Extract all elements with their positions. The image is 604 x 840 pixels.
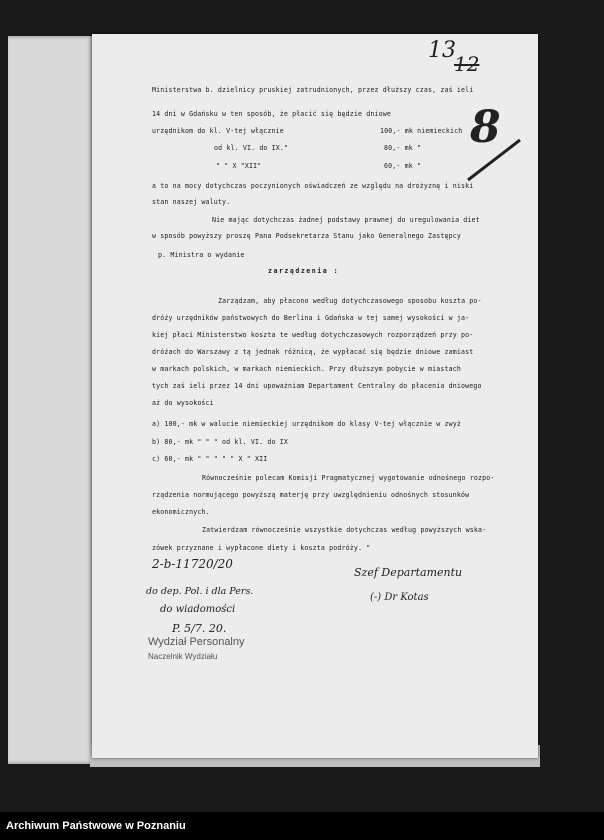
text-line: " " X "XII": [216, 162, 262, 170]
folio-number: 13: [428, 38, 456, 63]
text-line: dróżach do Warszawy z tą jednak różnicą, że wypłacać się będzie dniowe zamiast: [152, 348, 474, 356]
text-line: 14 dni w Gdańsku w ten sposób, że płacić się będzie dniowe: [152, 110, 391, 118]
text-line: stan naszej waluty.: [152, 198, 231, 206]
signature: (-) Dr Kotas: [370, 592, 429, 603]
text-line: Ministerstwa b. dzielnicy pruskiej zatrudnionych, przez dłuższy czas, zaś ieli: [152, 86, 474, 94]
text-line: w sposób powyższy proszę Pana Podsekretarza Stanu jako Generalnego Zastępcy: [152, 232, 461, 240]
text-line: Równocześnie polecam Komisji Pragmatycznej wygotowanie odnośnego rozpo-: [202, 474, 495, 482]
text-line: ekonomicznych.: [152, 508, 210, 516]
text-line: Zatwierdzam równocześnie wszystkie dotychczas według powyższych wska-: [202, 526, 487, 534]
reference-number: 2-b-11720/20: [152, 557, 233, 571]
margin-mark: 8: [470, 102, 501, 153]
text-line: 80,- mk ": [384, 144, 422, 152]
archive-name: Archiwum Państwowe w Poznaniu: [6, 820, 186, 832]
section-heading: zarządzenia :: [268, 267, 340, 275]
text-line: aż do wysokości: [152, 399, 214, 407]
stamp-line: Naczelnik Wydziału: [148, 652, 218, 661]
handwritten-note: do wiadomości: [160, 604, 236, 615]
document-page: [92, 34, 538, 758]
text-line: tych zaś ieli przez 14 dni upoważniam Departament Centralny do płacenia dniowego: [152, 382, 482, 390]
list-item: b) 80,- mk " " " od kl. VI. do IX: [152, 438, 288, 446]
signature-title: Szef Departamentu: [354, 566, 463, 579]
stamp-line: Wydział Personalny: [148, 636, 245, 648]
margin-stroke-icon: [464, 134, 524, 184]
text-line: w markach polskich, w markach niemieckich. Przy dłuższym pobycie w miastach: [152, 365, 461, 373]
underlying-page: [8, 36, 94, 764]
archive-footer: [0, 812, 604, 840]
text-line: rządzenia normującego powyższą materję przy uwzględnieniu odnośnych stosunków: [152, 491, 470, 499]
list-item: a) 100,- mk w walucie niemieckiej urzędnikom do klasy V-tej włącznie w zwyż: [152, 420, 461, 428]
handwritten-date: P. 5/7. 20.: [172, 622, 227, 635]
folio-number-struck: 12: [454, 52, 480, 76]
list-item: c) 60,- mk " " " " " X " XII: [152, 455, 268, 463]
text-line: urzędnikom do kl. V-tej włącznie: [152, 127, 284, 135]
handwritten-note: do dep. Pol. i dla Pers.: [146, 586, 254, 597]
text-line: Nie mając dotychczas żadnej podstawy prawnej do uregulowania diet: [212, 216, 480, 224]
text-line: od kl. VI. do IX.": [214, 144, 289, 152]
text-line: Zarządzam, aby płacono według dotychczasowego sposobu koszta po-: [218, 297, 482, 305]
text-line: a to na mocy dotychczas poczynionych oświadczeń ze względu na drożyznę i niski: [152, 182, 474, 190]
text-line: 60,- mk ": [384, 162, 422, 170]
text-line: 100,- mk niemieckich: [380, 127, 463, 135]
text-line: zówek przyznane i wypłacone diety i koszta podróży. ": [152, 544, 371, 552]
text-line: dróży urzędników państwowych do Berlina i Gdańska w tej samej wysokości w ja-: [152, 314, 470, 322]
text-line: kiej płaci Ministerstwo koszta te według dotychczasowych rozporządzeń przy po-: [152, 331, 474, 339]
text-line: p. Ministra o wydanie: [158, 251, 245, 259]
